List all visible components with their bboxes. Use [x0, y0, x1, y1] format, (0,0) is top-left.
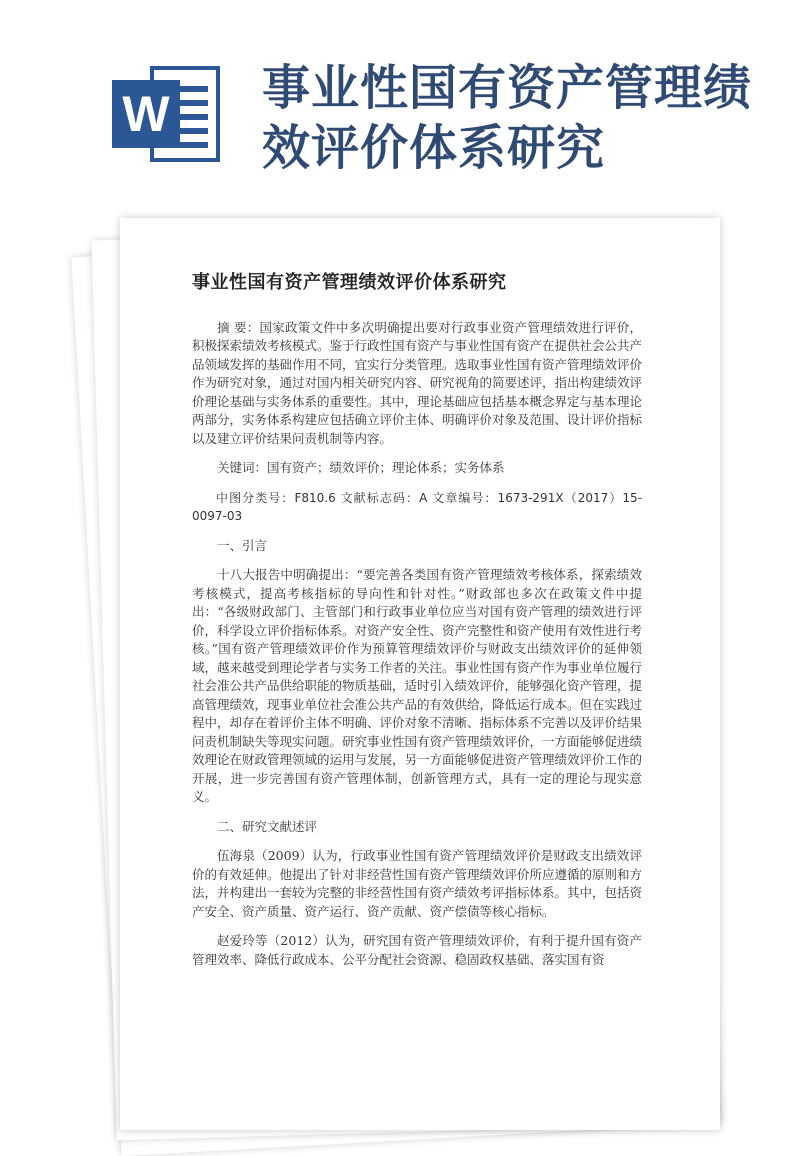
- section-heading-introduction: 一、引言: [217, 537, 268, 553]
- literature-review-paragraph-1: 伍海泉（2009）认为，行政事业性国有资产管理绩效评价是财政支出绩效评价的有效延伸。他提出了针对非经营性国有资产管理绩效评价所应遵循的原则和方法，并构建出一套较为完整的非经营性国有资产绩效考评指标体系。其中，包括资产安全、资产质量、资产运行、资产贡献、资产偿债等核心指标。: [192, 848, 643, 919]
- document-title: 事业性国有资产管理绩效评价体系研究: [192, 272, 507, 293]
- banner-title-line2: 效评价体系研究: [262, 120, 606, 176]
- document-content: [192, 274, 642, 980]
- section-heading-literature-review: 二、研究文献述评: [217, 818, 318, 834]
- abstract: 摘 要：国家政策文件中多次明确提出要对行政事业资产管理绩效进行评价，积极探索绩效考核模式。鉴于行政性国有资产与事业性国有资产在提供社会公共产品领域发挥的基础作用不同，宜实行分类管理。选取事业性国有资产管理绩效评价作为研究对象，通过对国内相关研究内容、研究视角的简要述评，指出构建绩效评价理论基础与实务体系的重要性。其中，理论基础应包括基本概念界定与基本理论两部分，实务体系构建应包括确立评价主体、明确评价对象及范围、设计评价指标以及建立评价结果问责机制等内容。: [192, 319, 643, 446]
- document-page: [120, 218, 720, 1130]
- word-document-icon: [112, 66, 220, 162]
- introduction-paragraph: 十八大报告中明确提出：“要完善各类国有资产管理绩效考核体系，探索绩效考核模式，提高考核指标的导向性和针对性。”财政部也多次在政策文件中提出：“各级财政部门、主管部门和行政事业单位应当对国有资产管理的绩效进行评价，科学设立评价指标体系。对资产安全性、资产完整性和资产使用有效性进行考核。”国有资产管理绩效评价作为预算管理绩效评价与财政支出绩效评价的延伸领域，越来越受到理论学者与实务工作者的关注。事业性国有资产作为事业单位履行社会准公共产品供给职能的物质基础，适时引入绩效评价，能够强化资产管理，提高管理绩效，现事业单位社会准公共产品的有效供给，降低运行成本。但在实践过程中，却存在着评价主体不明确、评价对象不清晰、指标体系不完善以及评价结果问责机制缺失等现实问题。研究事业性国有资产管理绩效评价，一方面能够促进绩效理论在财政管理领域的运用与发展，另一方面能够促进资产管理绩效评价工作的开展，进一步完善国有资产管理体制，创新管理方式，具有一定的理论与现实意义。: [192, 567, 643, 804]
- banner-title-line1: 事业性国有资产管理绩: [262, 60, 753, 116]
- classification-info: 中图分类号：F810.6 文献标志码：A 文章编号：1673-291X（2017）15-0097-03: [192, 490, 642, 523]
- literature-review-paragraph-2: 赵爱玲等（2012）认为，研究国有资产管理绩效评价，有利于提升国有资产管理效率、降低行政成本、公平分配社会资源、稳固政权基础、落实国有资: [192, 933, 642, 967]
- banner-title: [262, 58, 782, 178]
- keywords: 关键词：国有资产；绩效评价；理论体系；实务体系: [217, 460, 505, 475]
- banner: [0, 0, 800, 200]
- word-letter-badge: W: [112, 80, 180, 148]
